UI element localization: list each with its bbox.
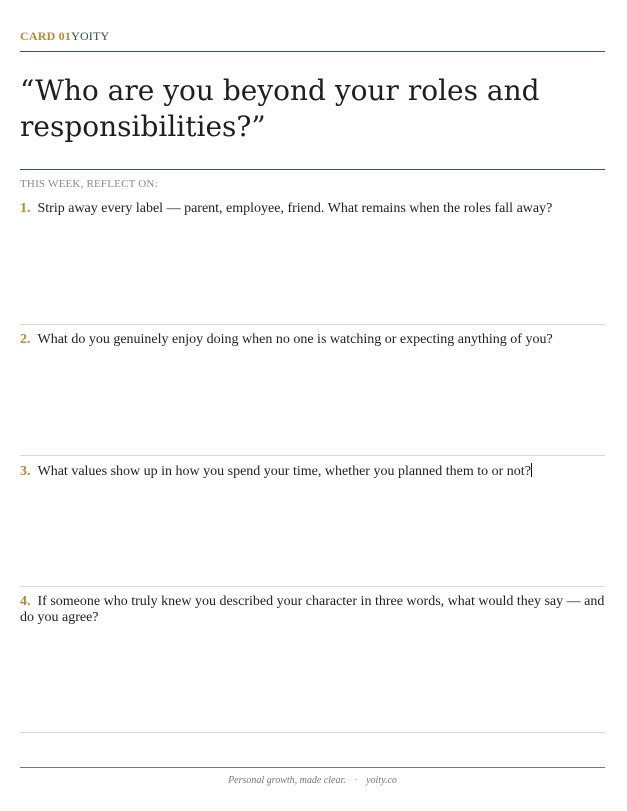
card-title: “Who are you beyond your roles and responsibilities?” (20, 74, 540, 143)
section-label: THIS WEEK, REFLECT ON: (20, 178, 158, 190)
card-number-label: CARD 01 (20, 29, 72, 43)
card-header (20, 29, 605, 52)
prompt-text: What values show up in how you spend your time, whether you planned them to or not? (37, 464, 531, 479)
reflection-prompt-1[interactable] (20, 193, 605, 325)
footer-separator: · (354, 775, 358, 786)
footer (20, 775, 605, 786)
footer-tagline: Personal growth, made clear. (228, 775, 346, 786)
prompt-text: Strip away every label — parent, employee, friend. What remains when the roles fall away? (37, 201, 553, 216)
footer-site[interactable]: yoity.co (366, 775, 397, 786)
prompt-text: If someone who truly knew you described your character in three words, what would they say — and do you agree? (20, 594, 605, 625)
text-cursor (531, 463, 532, 477)
reflection-card-page (20, 0, 605, 811)
prompt-number: 2. (20, 332, 31, 347)
prompt-number: 1. (20, 201, 31, 216)
prompt-number: 4. (20, 594, 31, 609)
reflection-prompt-3[interactable] (20, 455, 605, 587)
footer-divider (20, 767, 605, 768)
prompt-text: What do you genuinely enjoy doing when no one is watching or expecting anything of you? (37, 332, 553, 347)
prompt-number: 3. (20, 464, 31, 479)
reflection-prompt-4[interactable] (20, 586, 605, 733)
reflection-prompt-2[interactable] (20, 324, 605, 456)
brand-name: YOITY (71, 29, 110, 43)
title-divider (20, 169, 605, 170)
